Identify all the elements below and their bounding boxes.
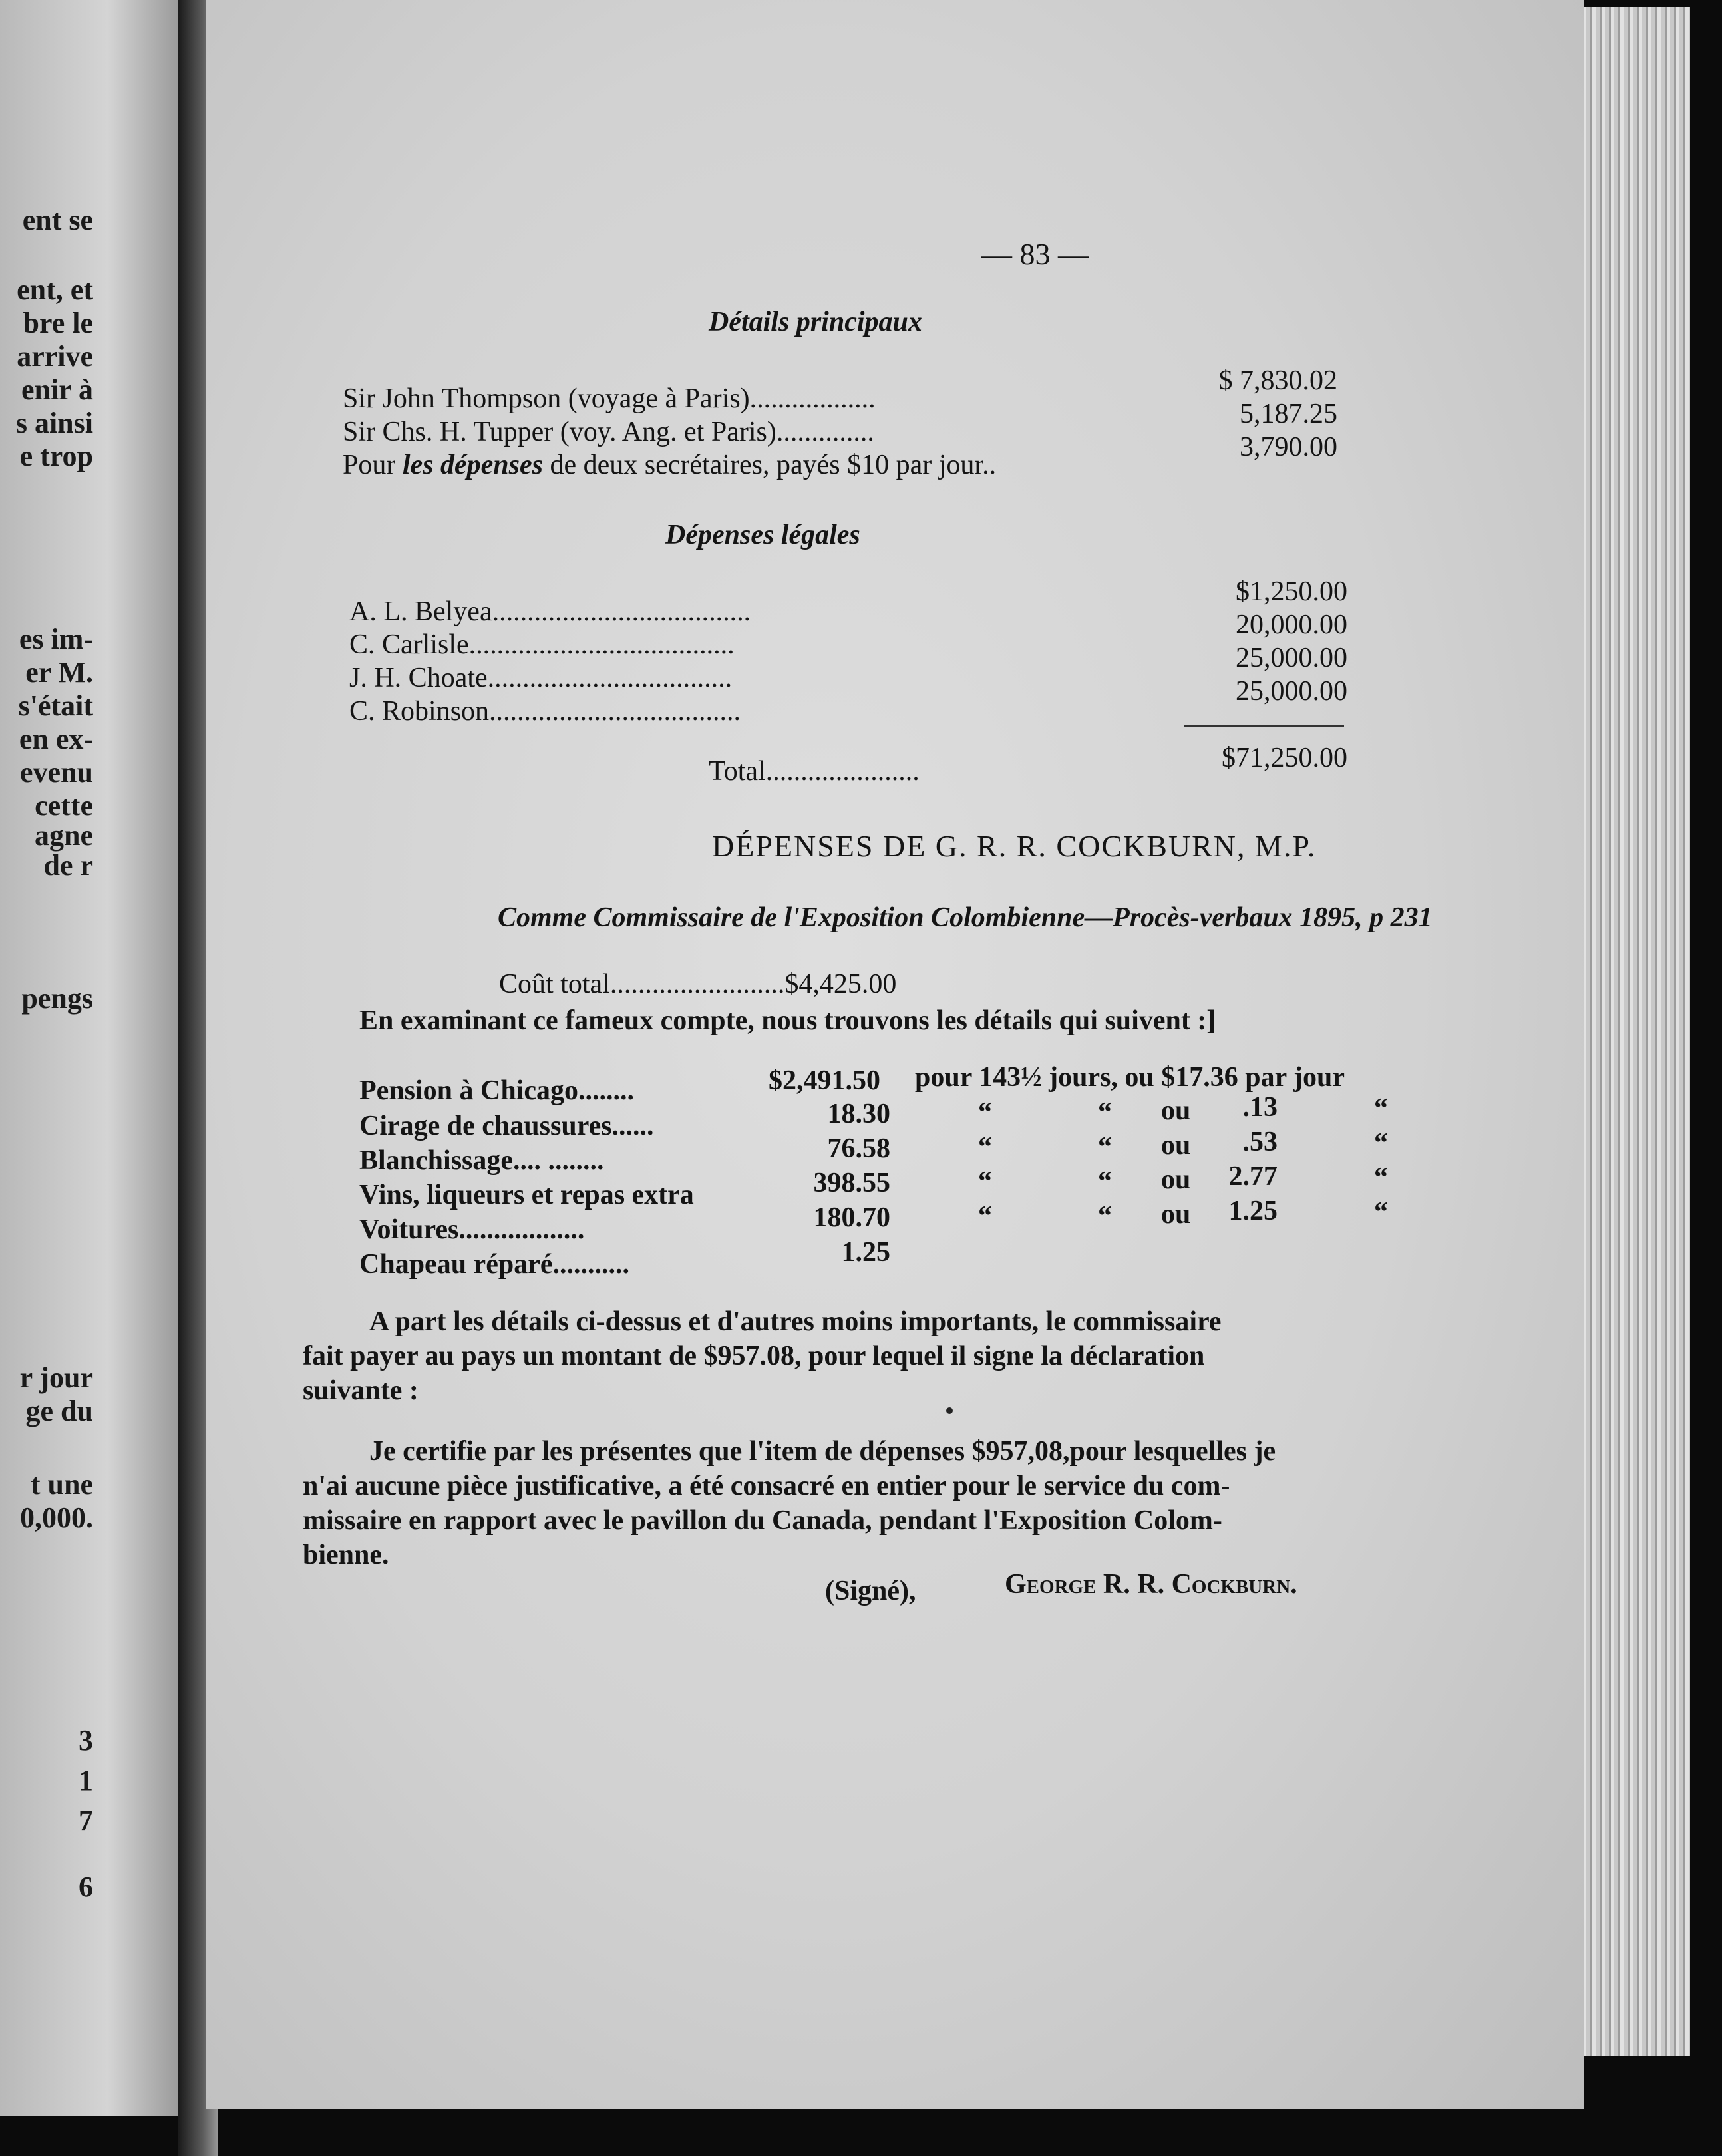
legal-row: [349, 662, 732, 694]
signed-label: (Signé),: [825, 1576, 916, 1606]
detail-amount: 5,187.25: [1240, 399, 1337, 429]
expense-label: Voitures..................: [359, 1214, 585, 1245]
left-page-fragment: agne: [35, 819, 93, 852]
ditto-mark: “: [1098, 1097, 1112, 1128]
expense-amount: $2,491.50: [769, 1065, 880, 1096]
left-facing-page: [0, 0, 180, 2116]
left-page-fragment: s ainsi: [15, 407, 93, 439]
ditto-mark: “: [1098, 1132, 1112, 1163]
document-page: [206, 0, 1584, 2109]
ditto-mark: “: [1374, 1093, 1388, 1124]
left-page-fragment: de r: [43, 849, 93, 882]
leader-dots: ......................: [765, 756, 920, 787]
ink-dot: [946, 1407, 953, 1414]
paragraph-line: n'ai aucune pièce justificative, a été consacré en entier pour le service du com-: [303, 1471, 1230, 1501]
legal-amount: 20,000.00: [1236, 610, 1347, 640]
detail-row: [343, 416, 874, 448]
leader-dots: ..............: [776, 417, 874, 447]
ditto-mark: “: [1374, 1197, 1388, 1228]
expense-amount: 180.70: [813, 1202, 890, 1233]
left-page-fragment: 1: [79, 1764, 93, 1797]
left-page-fragment: ge du: [25, 1395, 93, 1427]
paragraph-line: A part les détails ci-dessus et d'autres moins importants, le commissaire: [369, 1306, 1222, 1337]
left-page-fragment: ent se: [22, 204, 93, 236]
legal-amount: 25,000.00: [1236, 643, 1347, 673]
details-heading: Détails principaux: [709, 307, 922, 337]
leader-dots: ..................: [749, 383, 876, 414]
paragraph-line: suivante :: [303, 1375, 419, 1406]
legal-amount: $1,250.00: [1236, 576, 1347, 607]
expense-label: Pension à Chicago........: [359, 1075, 635, 1106]
detail-row: [343, 383, 876, 415]
detail-label: Sir John Thompson (voyage à Paris): [343, 383, 750, 414]
left-page-fragment: ent, et: [17, 273, 93, 306]
ditto-mark: “: [1098, 1167, 1112, 1197]
expense-label: Vins, liqueurs et repas extra: [359, 1180, 694, 1210]
leader-dots: ....................................: [489, 696, 741, 727]
ditto-mark: “: [1374, 1128, 1388, 1159]
section-subtitle: Comme Commissaire de l'Exposition Colombienne—Procès-verbaux 1895, p 231: [498, 902, 1433, 933]
leader-dots: .........................: [609, 969, 785, 999]
left-page-fragment: bre le: [23, 307, 93, 339]
left-page-fragment: 0,000.: [20, 1501, 93, 1534]
left-page-fragment: enir à: [21, 373, 93, 406]
cost-amount: $4,425.00: [784, 969, 897, 999]
signature: George R. R. Cockburn.: [1005, 1569, 1297, 1600]
legal-heading: Dépenses légales: [665, 520, 860, 550]
expense-per-day: .13: [1242, 1092, 1278, 1123]
total-amount: $71,250.00: [1222, 743, 1347, 773]
paragraph-line: Je certifie par les présentes que l'item de dépenses $957,08,pour lesquelles je: [369, 1436, 1276, 1467]
legal-label: C. Robinson: [349, 696, 490, 727]
legal-label: J. H. Choate: [349, 663, 488, 693]
legal-amount: 25,000.00: [1236, 676, 1347, 707]
left-page-fragment: es im-: [19, 623, 93, 655]
ou-text: ou: [1161, 1165, 1191, 1195]
expense-amount: 76.58: [827, 1133, 890, 1164]
expense-per-day: 2.77: [1228, 1161, 1278, 1192]
ditto-mark: “: [1098, 1201, 1112, 1232]
left-page-fragment: pengs: [21, 982, 93, 1015]
ditto-mark: “: [978, 1167, 992, 1197]
ditto-mark: “: [978, 1097, 992, 1128]
ou-text: ou: [1161, 1130, 1191, 1161]
detail-amount: $ 7,830.02: [1218, 365, 1337, 396]
expense-label: Cirage de chaussures......: [359, 1111, 654, 1141]
left-page-fragment: 3: [79, 1724, 93, 1757]
legal-label: A. L. Belyea: [349, 596, 492, 627]
cost-intro: En examinant ce fameux compte, nous trouvons les détails qui suivent :]: [359, 1005, 1216, 1036]
detail-row: [343, 449, 996, 481]
ditto-mark: “: [978, 1201, 992, 1232]
detail-label-italic: les dépenses: [402, 450, 543, 480]
ditto-mark: “: [978, 1132, 992, 1163]
detail-label-post: de deux secrétaires, payés $10 par jour..: [543, 450, 997, 480]
ditto-mark: “: [1374, 1163, 1388, 1193]
left-page-fragment: er M.: [25, 656, 93, 689]
detail-label: Sir Chs. H. Tupper (voy. Ang. et Paris): [343, 417, 776, 447]
ou-text: ou: [1161, 1199, 1191, 1230]
section-title: DÉPENSES DE G. R. R. COCKBURN, M.P.: [712, 829, 1317, 863]
scan-border: [1690, 0, 1722, 2156]
paragraph-line: bienne.: [303, 1540, 389, 1570]
expense-amount: 18.30: [827, 1099, 890, 1129]
left-page-fragment: r jour: [19, 1361, 93, 1394]
expense-rate: pour 143½ jours, ou $17.36 par jour: [915, 1062, 1345, 1093]
left-page-fragment: 7: [79, 1804, 93, 1837]
left-page-fragment: arrive: [17, 340, 93, 373]
paragraph-line: fait payer au pays un montant de $957.08, pour lequel il signe la déclaration: [303, 1341, 1205, 1371]
ou-text: ou: [1161, 1095, 1191, 1126]
left-page-fragment: e trop: [19, 440, 93, 472]
expense-per-day: .53: [1242, 1127, 1278, 1157]
legal-row: [349, 695, 741, 727]
expense-amount: 398.55: [813, 1168, 890, 1198]
page-edges: [1564, 7, 1701, 2056]
total-row: [709, 755, 920, 787]
left-page-fragment: s'était: [18, 689, 93, 722]
left-page-fragment: 6: [79, 1871, 93, 1903]
expense-label: Chapeau réparé...........: [359, 1249, 629, 1280]
legal-row: [349, 629, 735, 661]
left-page-fragment: t une: [30, 1468, 93, 1501]
paragraph-line: missaire en rapport avec le pavillon du Canada, pendant l'Exposition Colom-: [303, 1505, 1222, 1536]
cost-row: [499, 968, 896, 1000]
total-label: Total: [709, 756, 766, 787]
sum-rule: [1184, 725, 1344, 727]
left-page-fragment: en ex-: [19, 723, 93, 755]
legal-label: C. Carlisle: [349, 629, 469, 660]
expense-amount: 1.25: [841, 1237, 890, 1268]
expense-per-day: 1.25: [1228, 1196, 1278, 1226]
leader-dots: ......................................: [468, 629, 735, 660]
detail-label-pre: Pour: [343, 450, 403, 480]
left-page-fragment: evenu: [20, 756, 93, 789]
left-page-fragment: cette: [35, 789, 93, 822]
page-number: — 83 —: [981, 237, 1089, 271]
leader-dots: ...................................: [487, 663, 733, 693]
cost-label: Coût total: [499, 969, 610, 999]
expense-label: Blanchissage.... ........: [359, 1145, 604, 1176]
detail-amount: 3,790.00: [1240, 432, 1337, 462]
leader-dots: .....................................: [492, 596, 751, 627]
legal-row: [349, 596, 751, 628]
